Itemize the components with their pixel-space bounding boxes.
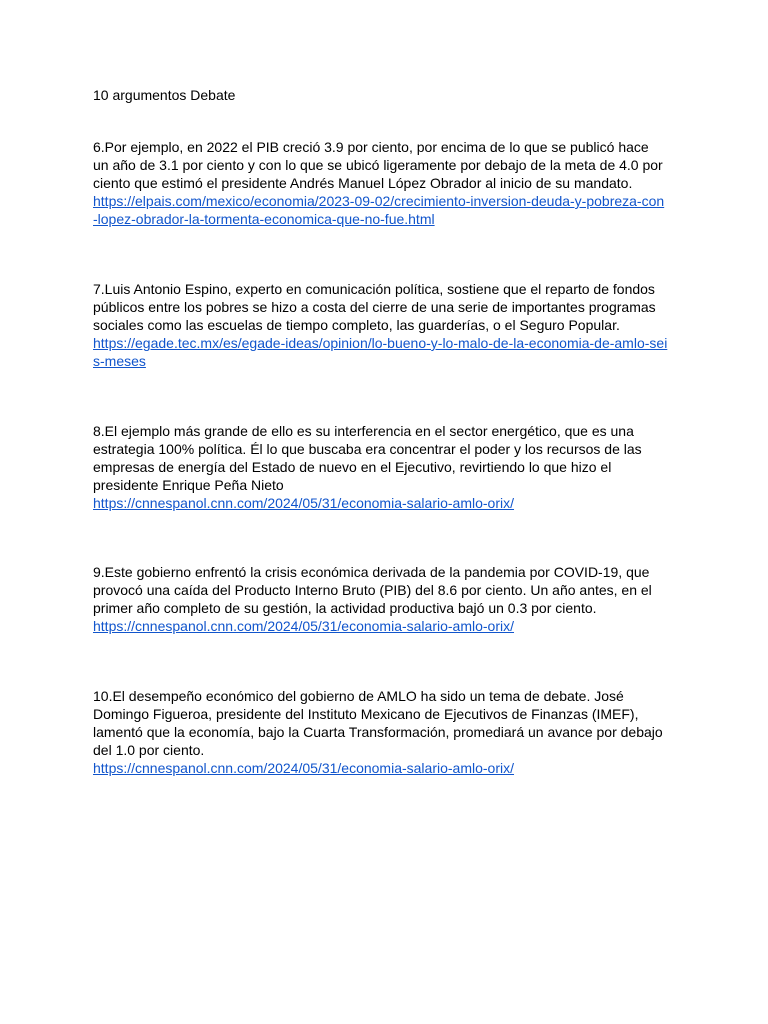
source-link[interactable]: https://cnnespanol.cnn.com/2024/05/31/economia-salario-amlo-orix/ xyxy=(93,495,515,511)
argument-text-line: lamentó que la economía, bajo la Cuarta Transformación, promediará un avance por debajo xyxy=(93,724,663,740)
argument-text-line: primer año completo de su gestión, la actividad productiva bajó un 0.3 por ciento. xyxy=(93,600,597,616)
argument-text-line: 10.El desempeño económico del gobierno de AMLO ha sido un tema de debate. José xyxy=(93,688,624,704)
argument-text-line: estrategia 100% política. Él lo que buscaba era concentrar el poder y los recursos de las xyxy=(93,441,642,457)
argument-text-line: provocó una caída del Producto Interno Bruto (PIB) del 8.6 por ciento. Un año antes, en el xyxy=(93,582,652,598)
argument-text-line: un año de 3.1 por ciento y con lo que se ubicó ligeramente por debajo de la meta de 4.0 por xyxy=(93,157,663,173)
argument-9-block xyxy=(93,563,683,635)
argument-text-line: 7.Luis Antonio Espino, experto en comunicación política, sostiene que el reparto de fondos xyxy=(93,281,655,297)
argument-text-line: del 1.0 por ciento. xyxy=(93,742,205,758)
argument-text-line: 8.El ejemplo más grande de ello es su interferencia en el sector energético, que es una xyxy=(93,423,634,439)
source-link[interactable]: s-meses xyxy=(93,353,146,369)
argument-6-block xyxy=(93,138,683,228)
argument-8-block xyxy=(93,422,683,512)
argument-text-line: 9.Este gobierno enfrentó la crisis económica derivada de la pandemia por COVID-19, que xyxy=(93,564,650,580)
source-link[interactable]: https://egade.tec.mx/es/egade-ideas/opinion/lo-bueno-y-lo-malo-de-la-economia-de-amlo-sei xyxy=(93,335,668,351)
source-link[interactable]: https://cnnespanol.cnn.com/2024/05/31/economia-salario-amlo-orix/ xyxy=(93,618,515,634)
source-link[interactable]: https://cnnespanol.cnn.com/2024/05/31/economia-salario-amlo-orix/ xyxy=(93,760,515,776)
argument-text-line: empresas de energía del Estado de nuevo en el Ejecutivo, revirtiendo lo que hizo el xyxy=(93,459,612,475)
argument-7-block xyxy=(93,280,683,370)
argument-text-line: ciento que estimó el presidente Andrés Manuel López Obrador al inicio de su mandato. xyxy=(93,175,633,191)
argument-text-line: Domingo Figueroa, presidente del Instituto Mexicano de Ejecutivos de Finanzas (IMEF), xyxy=(93,706,639,722)
argument-text-line: públicos entre los pobres se hizo a costa del cierre de una serie de importantes programas xyxy=(93,299,656,315)
argument-text-line: sociales como las escuelas de tiempo completo, las guarderías, o el Seguro Popular. xyxy=(93,317,620,333)
argument-10-block xyxy=(93,687,683,777)
argument-text-line: presidente Enrique Peña Nieto xyxy=(93,477,284,493)
argument-text-line: 6.Por ejemplo, en 2022 el PIB creció 3.9 por ciento, por encima de lo que se publicó hace xyxy=(93,139,649,155)
document-title: 10 argumentos Debate xyxy=(93,87,236,103)
source-link[interactable]: https://elpais.com/mexico/economia/2023-09-02/crecimiento-inversion-deuda-y-pobreza-con xyxy=(93,193,665,209)
source-link[interactable]: -lopez-obrador-la-tormenta-economica-que-no-fue.html xyxy=(93,211,435,227)
